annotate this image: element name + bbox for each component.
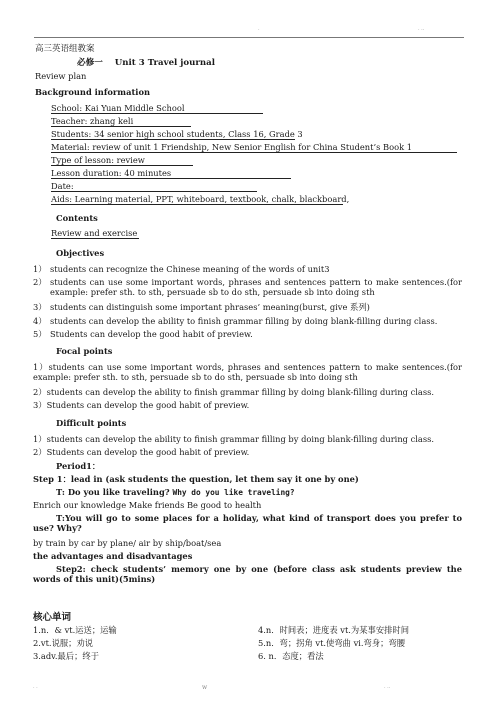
advantages-line: the advantages and disadvantages bbox=[33, 551, 193, 561]
teacher-field: Teacher: zhang keli bbox=[51, 116, 134, 126]
review-plan: Review plan bbox=[35, 71, 87, 81]
objective-num: 5） bbox=[33, 329, 47, 339]
focal-point: 2）students can develop the ability to finish grammar filling by doing blank-filling during class. bbox=[33, 387, 435, 397]
step1: Step 1：lead in (ask students the question, let them say it one by one) bbox=[33, 474, 359, 484]
field-underline bbox=[51, 139, 295, 140]
vocab-item: 2.vt.说服；劝说 bbox=[33, 638, 94, 648]
field-underline bbox=[51, 165, 193, 166]
step2: Step2: check students’ memory one by one (before class ask students preview the words of this unit)(5mins) bbox=[33, 564, 462, 584]
field-underline bbox=[51, 178, 291, 179]
lesson-type-field: Type of lesson: review bbox=[51, 155, 145, 165]
contents-item: Review and exercise bbox=[51, 228, 138, 238]
focal-point: 3）Students can develop the good habit of preview. bbox=[33, 400, 250, 410]
header-rule bbox=[34, 37, 464, 38]
transport-line: by train by car by plane/ air by ship/boat/sea bbox=[33, 538, 222, 548]
background-heading: Background information bbox=[35, 87, 151, 97]
footer-marks bbox=[0, 684, 496, 694]
vocab-item: 1.n．& vt.运送；运输 bbox=[33, 625, 117, 635]
objectives-heading: Objectives bbox=[56, 248, 105, 258]
vocab-item: 5.n．弯；拐角 vt.使弯曲 vi.弯身；弯腰 bbox=[258, 638, 406, 648]
objective-text: students can use some important words, phrases and sentences pattern to make sentences.(for example: prefer sth. to sth, persuade sb to do sth, persuade sb into doing sth bbox=[50, 277, 462, 297]
objective-num: 2） bbox=[33, 277, 47, 287]
unit-title: Unit 3 Travel journal bbox=[114, 58, 215, 68]
field-underline bbox=[51, 191, 257, 192]
vocab-item: 6. n．态度；看法 bbox=[258, 651, 324, 661]
difficult-point: 1）students can develop the ability to finish grammar filling by doing blank-filling during class. bbox=[33, 434, 435, 444]
field-underline bbox=[51, 126, 191, 127]
question2: T:You will go to some places for a holiday, what kind of transport does you prefer to use? Why? bbox=[33, 513, 462, 533]
difficult-point: 2）Students can develop the good habit of preview. bbox=[33, 447, 250, 457]
book-label: 必修一 bbox=[77, 58, 103, 68]
field-underline bbox=[51, 152, 457, 153]
material-field: Material: review of unit 1 Friendship, New Senior English for China Student’s Book 1 bbox=[51, 142, 413, 152]
objective-text: Students can develop the good habit of preview. bbox=[50, 329, 253, 339]
header-mark: . .. bbox=[418, 26, 425, 32]
footer-mark: w bbox=[202, 684, 208, 691]
footer-mark: . .. bbox=[384, 684, 391, 690]
header-label: 高三英语组教案 bbox=[35, 44, 95, 54]
header-mark: . bbox=[258, 26, 260, 32]
period-label: Period1： bbox=[56, 461, 101, 471]
field-underline bbox=[51, 238, 139, 239]
difficult-points-heading: Difficult points bbox=[56, 418, 127, 428]
date-field: Date: bbox=[51, 181, 74, 191]
header-marks bbox=[0, 26, 496, 36]
enrich-line: Enrich our knowledge Make friends Be good to health bbox=[33, 500, 262, 510]
focal-point: 1）students can use some important words, phrases and sentences pattern to make sentences.(for example: prefer sth. to sth, persuade sb to do sth, persuade sb into doing sth bbox=[33, 362, 462, 382]
field-underline bbox=[51, 204, 343, 205]
objective-num: 1） bbox=[33, 264, 47, 274]
vocab-heading: 核心单词 bbox=[33, 612, 72, 623]
question1 bbox=[56, 487, 295, 498]
vocab-item: 4.n．时间表；进度表 vt.为某事安排时间 bbox=[258, 625, 410, 635]
objective-text: students can distinguish some important phrases’ meaning(burst, give 系列) bbox=[50, 302, 370, 312]
vocab-item: 3.adv.最后；终于 bbox=[33, 651, 99, 661]
field-underline bbox=[51, 113, 263, 114]
duration-field: Lesson duration: 40 minutes bbox=[51, 168, 172, 178]
objective-text: students can develop the ability to finish grammar filling by doing blank-filling during class. bbox=[50, 316, 438, 326]
objective-num: 4） bbox=[33, 316, 47, 326]
contents-heading: Contents bbox=[56, 213, 98, 223]
focal-points-heading: Focal points bbox=[56, 346, 113, 356]
footer-mark: . . bbox=[33, 684, 38, 690]
question1-followup: Why do you like traveling? bbox=[172, 488, 295, 497]
school-field: School: Kai Yuan Middle School bbox=[51, 103, 185, 113]
doc-title bbox=[77, 58, 215, 68]
question1-text: T: Do you like traveling? bbox=[56, 487, 170, 497]
objective-text: students can recognize the Chinese meaning of the words of unit3 bbox=[50, 264, 330, 274]
students-field: Students: 34 senior high school students, Class 16, Grade 3 bbox=[51, 129, 303, 139]
aids-field: Aids: Learning material, PPT, whiteboard, textbook, chalk, blackboard, bbox=[51, 194, 350, 204]
objective-num: 3） bbox=[33, 302, 47, 312]
